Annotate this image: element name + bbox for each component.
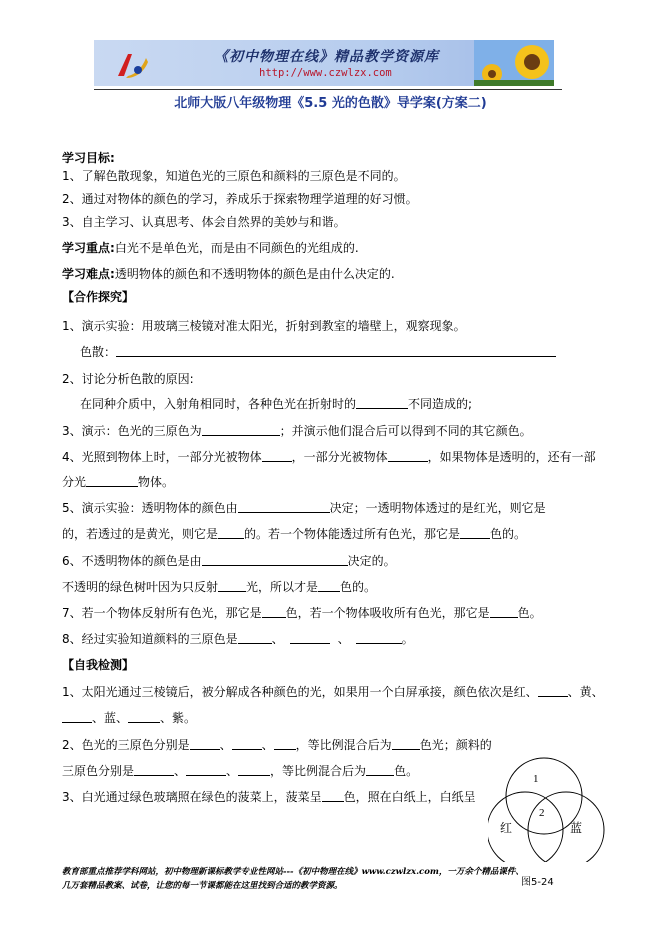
self-q2-text-d: 三原色分别是 (62, 764, 135, 778)
answer-blank[interactable] (134, 763, 174, 776)
q5-text-c: 的，若透过的是黄光，则它是 (62, 527, 219, 541)
answer-blank[interactable] (202, 553, 348, 566)
q3-text-b: ；并演示他们混合后可以得到不同的其它颜色。 (279, 424, 532, 438)
q5-text-a: 5、演示实验：透明物体的颜色由 (62, 501, 238, 515)
answer-blank[interactable] (392, 737, 420, 750)
answer-blank[interactable] (322, 789, 344, 802)
key-point-text: 白光不是单色光，而是由不同颜色的光组成的. (114, 241, 359, 255)
answer-blank[interactable] (318, 579, 340, 592)
venn-label-blue: 蓝 (570, 821, 583, 835)
self-q2-sep: 、 (219, 738, 232, 752)
q6-text-e: 色的。 (340, 580, 377, 594)
self-q1-text-d: 、紫。 (160, 711, 197, 725)
q5-text-b: 决定；一透明物体透过的是红光，则它是 (329, 501, 546, 515)
coop-q7 (62, 605, 542, 621)
answer-blank[interactable] (356, 396, 408, 409)
coop-q6-cont (62, 579, 376, 595)
difficulty-text: 透明物体的颜色和不透明物体的颜色是由什么决定的. (114, 267, 395, 281)
banner-title: 《初中物理在线》精品教学资源库 (214, 49, 439, 65)
q7-text-b: 色，若一个物体吸收所有色光，那它是 (285, 606, 490, 620)
answer-blank[interactable] (218, 526, 244, 539)
answer-blank[interactable] (274, 737, 296, 750)
self-q2 (62, 737, 492, 753)
self-q2-cont (62, 763, 418, 779)
answer-blank[interactable] (538, 684, 568, 697)
coop-heading: 【合作探究】 (62, 290, 135, 304)
goal-item: 2、通过对物体的颜色的学习，养成乐于探索物理学道理的好习惯。 (62, 192, 418, 206)
q6-text-b: 决定的。 (347, 554, 396, 568)
q5-text-e: 色的。 (490, 527, 527, 541)
q8-sep: 、 (337, 632, 350, 646)
self-q3-text-a: 3、白光通过绿色玻璃照在绿色的菠菜上，菠菜呈 (62, 790, 322, 804)
key-point (62, 240, 359, 256)
q2-text-b: 不同造成的; (408, 397, 473, 411)
page-title: 北师大版八年级物理《5.5 光的色散》导学案(方案二) (174, 96, 487, 111)
answer-blank[interactable] (290, 631, 330, 644)
header-rule (94, 89, 562, 90)
site-logo-icon (114, 50, 150, 80)
answer-blank[interactable] (86, 474, 138, 487)
coop-q5-cont (62, 526, 526, 542)
self-q1-text-c: 、蓝、 (92, 711, 129, 725)
coop-q1: 1、演示实验：用玻璃三棱镜对准太阳光，折射到教室的墙壁上，观察现象。 (62, 319, 466, 333)
q8-sep: 、 (271, 632, 284, 646)
goal-item: 1、了解色散现象，知道色光的三原色和颜料的三原色是不同的。 (62, 169, 406, 183)
difficulty-label: 学习难点: (62, 267, 115, 281)
self-check-heading: 【自我检测】 (62, 658, 135, 672)
q2-text-a: 在同种介质中，入射角相同时，各种色光在折射时的 (80, 397, 357, 411)
answer-blank[interactable] (186, 763, 226, 776)
coop-q4 (62, 449, 596, 465)
q5-text-d: 的。若一个物体能透过所有色光，那它是 (244, 527, 461, 541)
answer-blank[interactable] (202, 423, 280, 436)
self-q2-text-b: ，等比例混合后为 (295, 738, 392, 752)
answer-blank[interactable] (238, 763, 270, 776)
q8-text-a: 8、经过实验知道颜料的三原色是 (62, 632, 238, 646)
q6-text-d: 光，所以才是 (246, 580, 319, 594)
q4-text-e: 物体。 (138, 475, 175, 489)
venn-label-red: 红 (500, 821, 513, 835)
color-venn-diagram (488, 752, 608, 862)
self-q2-text-c: 色光；颜料的 (419, 738, 492, 752)
q6-text-c: 不透明的绿色树叶因为只反射 (62, 580, 219, 594)
footer-line-2: 几万套精品教案、试卷，让您的每一节课都能在这里找到合适的教学资源。 (62, 881, 343, 891)
venn-region-1: 1 (533, 773, 539, 785)
coop-q5 (62, 500, 546, 516)
figure-caption: 图5-24 (521, 877, 554, 888)
answer-blank[interactable] (116, 344, 556, 357)
coop-q3 (62, 423, 532, 439)
answer-blank[interactable] (62, 710, 92, 723)
answer-blank[interactable] (388, 449, 428, 462)
self-q3 (62, 789, 476, 805)
answer-blank[interactable] (262, 449, 292, 462)
q4-text-b: ，一部分光被物体 (291, 450, 388, 464)
q1-label: 色散： (80, 345, 117, 359)
q7-text-c: 色。 (517, 606, 542, 620)
answer-blank[interactable] (238, 500, 330, 513)
goal-item: 3、自主学习、认真思考、体会自然界的美妙与和谐。 (62, 215, 346, 229)
footer-line-1: 教育部重点推荐学科网站，初中物理新课标教学专业性网站---《初中物理在线》www.czwlzx.com，一万余个精品课件、 (62, 867, 524, 877)
self-q1-text-a: 1、太阳光通过三棱镜后，被分解成各种颜色的光，如果用一个白屏承接，颜色依次是红、 (62, 685, 538, 699)
answer-blank[interactable] (232, 737, 262, 750)
coop-q1-answer (80, 344, 556, 360)
coop-q2: 2、讨论分析色散的原因: (62, 372, 194, 386)
self-q1 (62, 684, 604, 700)
answer-blank[interactable] (366, 763, 394, 776)
coop-q4-cont (62, 474, 174, 490)
coop-q2-text (80, 396, 472, 412)
answer-blank[interactable] (190, 737, 220, 750)
answer-blank[interactable] (490, 605, 518, 618)
difficulty (62, 266, 395, 282)
q6-text-a: 6、不透明物体的颜色是由 (62, 554, 202, 568)
answer-blank[interactable] (262, 605, 286, 618)
venn-region-2: 2 (539, 807, 545, 819)
self-q2-sep: 、 (226, 764, 239, 778)
answer-blank[interactable] (218, 579, 246, 592)
banner-url[interactable]: http://www.czwlzx.com (259, 67, 392, 79)
self-q2-sep: 、 (261, 738, 274, 752)
answer-blank[interactable] (238, 631, 272, 644)
q3-text-a: 3、演示：色光的三原色为 (62, 424, 202, 438)
sunflower-icon (474, 40, 554, 86)
self-q1-text-b: 、黄、 (567, 685, 604, 699)
coop-q6 (62, 553, 396, 569)
header-banner (94, 40, 554, 86)
self-q2-text-f: 色。 (394, 764, 419, 778)
self-q1-cont (62, 710, 196, 726)
q8-end: 。 (401, 632, 414, 646)
q4-text-c: ，如果物体是透明的，还有一部 (427, 450, 596, 464)
q4-text-d: 分光 (62, 475, 87, 489)
self-q2-sep: 、 (174, 764, 187, 778)
self-q2-text-e: ，等比例混合后为 (270, 764, 367, 778)
goals-heading: 学习目标: (62, 151, 115, 165)
answer-blank[interactable] (356, 631, 402, 644)
self-q2-text-a: 2、色光的三原色分别是 (62, 738, 190, 752)
q7-text-a: 7、若一个物体反射所有色光，那它是 (62, 606, 262, 620)
key-point-label: 学习重点: (62, 241, 115, 255)
self-q3-text-b: 色，照在白纸上，白纸呈 (343, 790, 476, 804)
answer-blank[interactable] (128, 710, 160, 723)
coop-q8 (62, 631, 414, 647)
q4-text-a: 4、光照到物体上时，一部分光被物体 (62, 450, 262, 464)
answer-blank[interactable] (460, 526, 490, 539)
